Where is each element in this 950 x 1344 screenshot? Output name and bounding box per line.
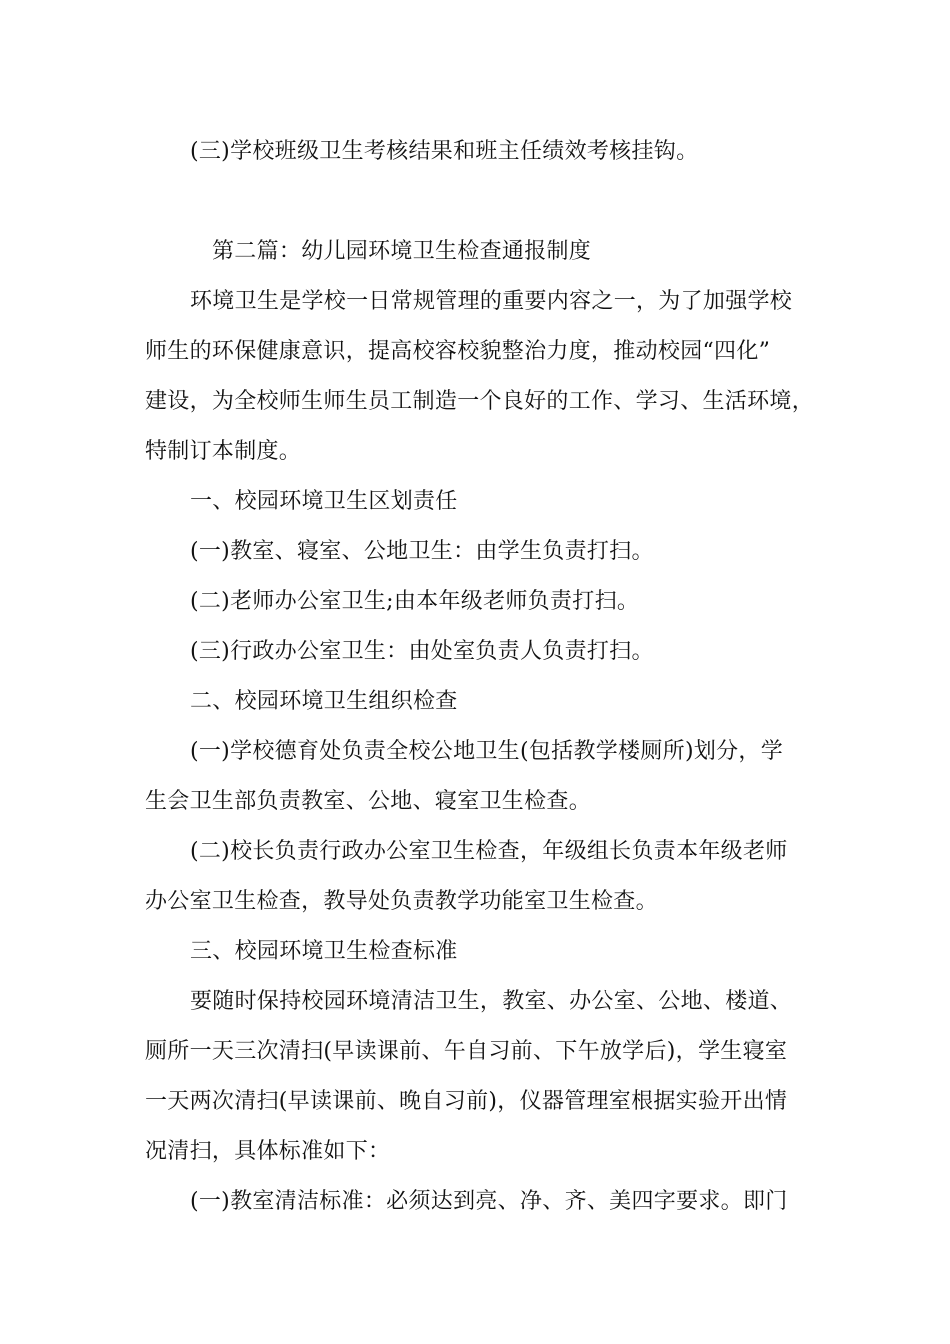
paragraph-line: (二)老师办公室卫生;由本年级老师负责打扫。 <box>190 589 640 614</box>
paragraph-line: (一)学校德育处负责全校公地卫生(包括教学楼厕所)划分，学 <box>190 739 784 764</box>
heading-line: 三、校园环境卫生检查标准 <box>190 939 458 964</box>
heading-line: 一、校园环境卫生区划责任 <box>190 489 458 514</box>
paragraph-line: 环境卫生是学校一日常规管理的重要内容之一，为了加强学校 <box>190 289 793 314</box>
paragraph-line: (一)教室清洁标准：必须达到亮、净、齐、美四字要求。即门 <box>190 1189 788 1214</box>
paragraph-line: (一)教室、寝室、公地卫生：由学生负责打扫。 <box>190 539 654 564</box>
paragraph-line: (二)校长负责行政办公室卫生检查，年级组长负责本年级老师 <box>190 839 788 864</box>
paragraph-line: 师生的环保健康意识，提高校容校貌整治力度，推动校园“四化” <box>145 339 771 364</box>
paragraph-line: 要随时保持校园环境清洁卫生，教室、办公室、公地、楼道、 <box>190 989 793 1014</box>
paragraph-line: 况清扫，具体标准如下： <box>145 1139 391 1164</box>
heading-line: 二、校园环境卫生组织检查 <box>190 689 458 714</box>
paragraph-line: (三)行政办公室卫生：由处室负责人负责打扫。 <box>190 639 654 664</box>
paragraph-line: 办公室卫生检查，教导处负责教学功能室卫生检查。 <box>145 889 658 914</box>
paragraph-line: (三)学校班级卫生考核结果和班主任绩效考核挂钩。 <box>190 139 699 164</box>
paragraph-line: 一天两次清扫(早读课前、晚自习前)，仪器管理室根据实验开出情 <box>145 1089 788 1114</box>
paragraph-line: 生会卫生部负责教室、公地、寝室卫生检查。 <box>145 789 592 814</box>
paragraph-line: 厕所一天三次清扫(早读课前、午自习前、下午放学后)，学生寝室 <box>145 1039 788 1064</box>
paragraph-line: 特制订本制度。 <box>145 439 302 464</box>
section-title: 第二篇：幼儿园环境卫生检查通报制度 <box>212 239 592 264</box>
paragraph-line: 建设，为全校师生师生员工制造一个良好的工作、学习、生活环境， <box>145 389 815 414</box>
